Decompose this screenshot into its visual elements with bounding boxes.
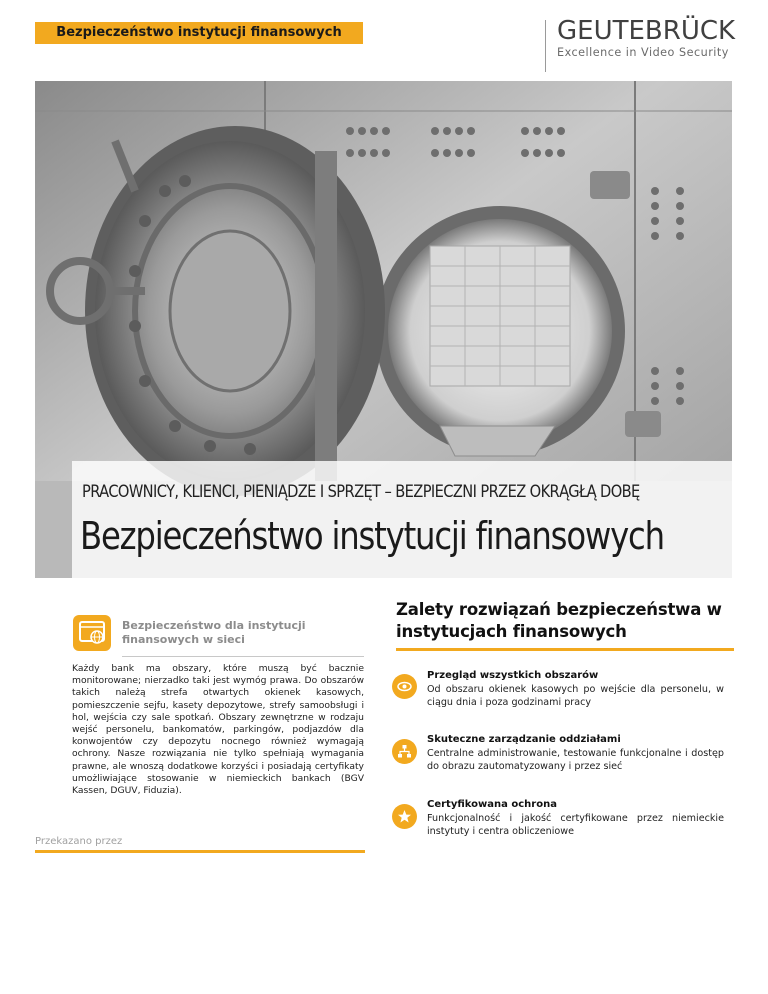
logo-tagline: Excellence in Video Security — [557, 46, 729, 59]
logo-divider — [545, 20, 546, 72]
advantage-text: Od obszaru okienek kasowych po wejście dla personelu, w ciągu dnia i poza godzinami pracy — [427, 684, 724, 708]
advantage-text: Centralne administrowanie, testowanie funkcjonalne i dostęp do obrazu zautomatyzowany i przez sieć — [427, 748, 724, 772]
advantage-text: Funkcjonalność i jakość certyfikowane przez niemieckie instytuty i centra obliczeniowe — [427, 813, 724, 837]
category-badge: Bezpieczeństwo instytucji finansowych — [35, 22, 363, 44]
advantage-heading: Skuteczne zarządzanie oddziałami — [427, 734, 621, 745]
passed-by-label: Przekazano przez — [35, 836, 123, 847]
advantages-title: Zalety rozwiązań bezpieczeństwa w instytucjach finansowych — [396, 600, 722, 641]
intro-paragraph: Każdy bank ma obszary, które muszą być bacznie monitorowane; nierzadko taki jest wymóg prawa. Do obszarów takich należą strefa otwartych okienek kasowych, pomieszczenie sejfu, kasety depozytowe, strefy samoobsługi i hol, wejścia czy sale spotkań. Obszary zewnętrzne w rodzaju wejść personelu, bankomatów, parkingów, podjazdów dla konwojentów czy depozytu nocnego również wymagają ochrony. Nasze rozwiązania nie tylko spełniają wymagania prawne, ale wnoszą dodatkowe korzyści i posiadają certyfikaty umożliwiające stosowanie w niemieckich bankach (BGV Kassen, DGUV, Fiduzia). — [72, 663, 364, 797]
advantage-heading: Certyfikowana ochrona — [427, 799, 557, 810]
section-divider — [122, 656, 364, 657]
hero-subtitle: PRACOWNICY, KLIENCI, PIENIĄDZE I SPRZĘT – BEZPIECZNI PRZEZ OKRĄGŁĄ DOBĘ — [82, 482, 640, 502]
passed-by-rule — [35, 850, 365, 853]
eye-icon — [392, 674, 417, 699]
advantage-heading: Przegląd wszystkich obszarów — [427, 670, 599, 681]
network-globe-icon — [73, 615, 111, 651]
page-title: Bezpieczeństwo instytucji finansowych — [80, 514, 664, 558]
company-logo: GEUTEBRÜCK — [557, 16, 736, 46]
section-label: Bezpieczeństwo dla instytucji finansowych w sieci — [122, 619, 306, 646]
advantages-rule — [396, 648, 734, 651]
hierarchy-icon — [392, 739, 417, 764]
star-icon — [392, 804, 417, 829]
